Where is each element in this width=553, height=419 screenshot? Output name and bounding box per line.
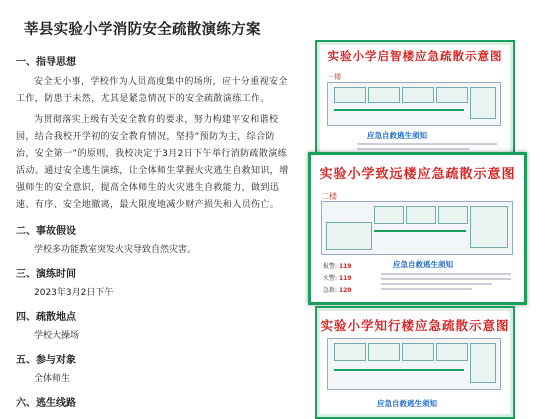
room: [402, 87, 434, 103]
map-title: 实验小学致远楼应急疏散示意图: [319, 167, 516, 182]
notice-heading: 应急自救逃生须知: [377, 399, 437, 408]
room: [470, 343, 496, 383]
paragraph: 2023年3月2日下午: [34, 288, 114, 298]
room: [470, 87, 496, 119]
paragraph: 为贯彻落实上级有关安全教育的要求，努力构建平安和谐校园，结合我校开学初的安全教育情况，坚持“预防为主，综合防治，安全第一”的原则，我校决定于3月2日下午举行消防疏散演练活动。通过安全逃生演练，让全体师生掌握火灾逃生自救知识，增强师生的安全意识，提高全体师生的火灾逃生自救能力，做到迅速、有序、安全地撤离，最大限度地减少财产损失和人员伤亡。: [16, 115, 289, 210]
hotline-label: 火警:: [323, 275, 338, 282]
room: [326, 222, 372, 250]
section-heading: 六、逃生线路: [16, 398, 76, 409]
room: [438, 206, 468, 224]
evacuation-route-arrow: [374, 230, 466, 232]
room: [374, 206, 404, 224]
room: [406, 206, 436, 224]
notice-text-lines: [381, 271, 511, 293]
notice-heading: 应急自救逃生须知: [367, 131, 427, 140]
room: [436, 343, 468, 361]
room: [368, 343, 400, 361]
evacuation-map-zhixing: [315, 306, 515, 419]
hotline-number: 119: [338, 263, 352, 270]
evacuation-route-arrow: [334, 109, 464, 111]
evacuation-map-qizhi: [315, 40, 515, 164]
room: [368, 87, 400, 103]
evacuation-map-zhiyuan: [308, 152, 527, 305]
room: [402, 343, 434, 361]
hotline-label: 报警:: [323, 263, 338, 270]
section-heading: 二、事故假设: [16, 226, 76, 237]
section-heading: 四、疏散地点: [16, 312, 76, 323]
floor-plan: [327, 82, 501, 126]
notice-heading: 应急自救逃生须知: [393, 260, 453, 269]
evacuation-maps-panel: [300, 0, 553, 415]
paragraph: 学校大操场: [34, 331, 80, 341]
hotline-number: 119: [338, 275, 352, 282]
room: [470, 206, 508, 248]
emergency-hotlines: [323, 261, 351, 297]
hotline-number: 120: [338, 287, 352, 294]
evacuation-route-arrow: [334, 369, 464, 371]
floor-label: 二楼: [321, 192, 337, 201]
floor-plan: [327, 338, 501, 390]
hotline-label: 急救:: [323, 287, 338, 294]
paragraph: 全体师生: [34, 374, 71, 384]
paragraph: 学校多功能教室突发火灾导致自然灾害。: [34, 245, 197, 255]
section-heading: 五、参与对象: [16, 355, 76, 366]
paragraph: 安全无小事，学校作为人员高度集中的场所，应十分重视安全工作，防患于未然，尤其是紧急情况下的安全疏散演练工作。: [16, 77, 288, 104]
section-heading: 一、指导思想: [16, 57, 76, 68]
room: [334, 343, 366, 361]
section-heading: 三、演练时间: [16, 269, 76, 280]
floor-plan: [321, 201, 513, 255]
map-title: 实验小学启智楼应急疏散示意图: [327, 49, 503, 63]
room: [436, 87, 468, 103]
floor-label: 一楼: [327, 73, 341, 81]
room: [334, 87, 366, 103]
document-title: 莘县实验小学消防安全疏散演练方案: [24, 22, 261, 38]
map-title: 实验小学知行楼应急疏散示意图: [320, 318, 510, 333]
